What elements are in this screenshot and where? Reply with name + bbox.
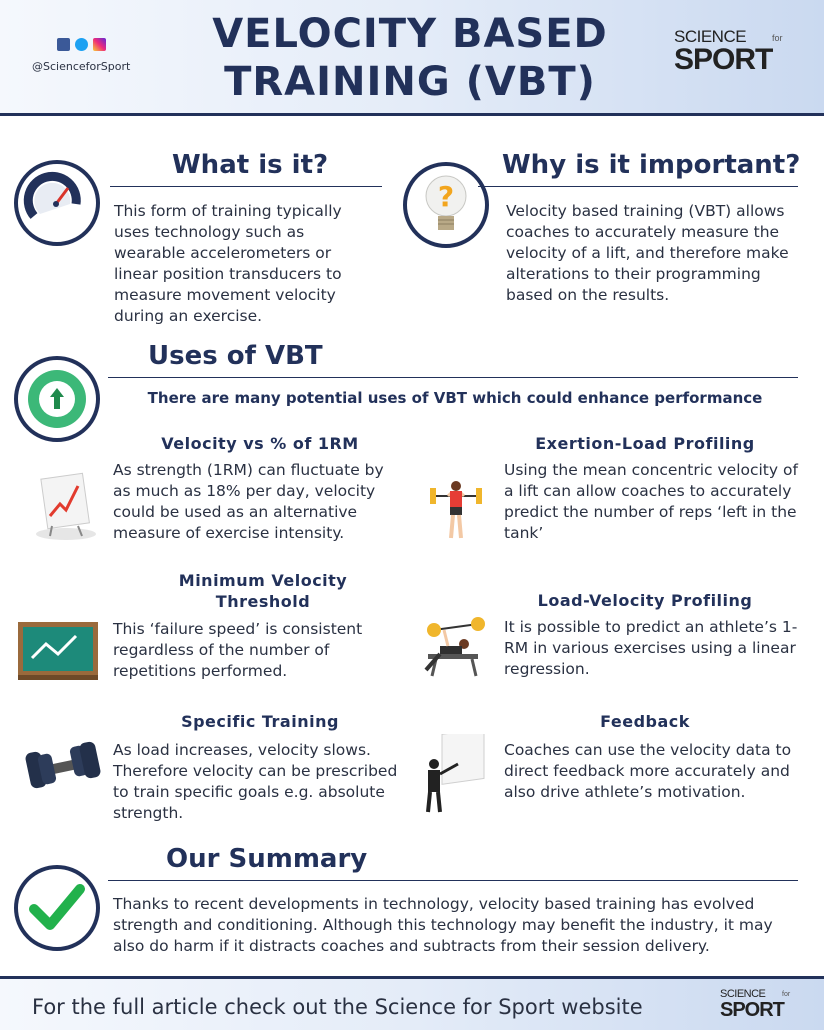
why-rule <box>478 186 798 187</box>
speedometer-circle <box>14 160 100 246</box>
bench-press-icon <box>414 614 494 684</box>
title-line-1: VELOCITY BASED <box>212 11 608 57</box>
page-footer <box>0 976 824 1030</box>
facebook-icon[interactable] <box>57 38 70 51</box>
use-title-feedback: Feedback <box>600 712 690 731</box>
footer-logo-for: for <box>782 991 791 998</box>
summary-rule <box>108 880 798 881</box>
chart-board-icon <box>30 470 100 542</box>
use-text-exertion-load: Using the mean concentric velocity of a lift can allow coaches to accurately predict the number of reps ‘left in the tank’ <box>504 461 798 542</box>
footer-logo-sport: SPORT <box>720 999 784 1021</box>
use-title-exertion-load: Exertion-Load Profiling <box>535 434 755 453</box>
use-title-specific-training: Specific Training <box>181 712 339 731</box>
footer-logo <box>720 988 791 1021</box>
footer-logo-science: SCIENCE <box>720 988 766 1000</box>
why-heading: Why is it important? <box>502 150 801 180</box>
presenter-icon <box>416 734 488 818</box>
use-text-load-velocity: It is possible to predict an athlete’s 1-RM in various exercises using a linear regression. <box>504 618 798 678</box>
checkmark-circle <box>14 865 100 951</box>
uses-intro: There are many potential uses of VBT which could enhance performance <box>147 389 763 407</box>
svg-text:?: ? <box>437 180 455 213</box>
logo-science: SCIENCE <box>674 27 747 46</box>
use-title-velocity-1rm: Velocity vs % of 1RM <box>161 434 359 453</box>
lightbulb-circle <box>403 162 489 248</box>
arrow-up-icon <box>18 360 96 438</box>
footer-link-text[interactable]: For the full article check out the Science for Sport website <box>32 995 643 1019</box>
logo-sport: SPORT <box>674 43 773 76</box>
use-text-feedback: Coaches can use the velocity data to direct feedback more accurately and also drive athlete’s motivation. <box>504 741 792 801</box>
logo-for: for <box>772 33 783 43</box>
uses-heading: Uses of VBT <box>148 341 323 371</box>
use-title-min-velocity: Minimum Velocity Threshold <box>178 571 348 611</box>
checkmark-icon <box>18 869 96 947</box>
twitter-icon[interactable] <box>75 38 88 51</box>
speedometer-icon <box>18 164 96 242</box>
page-title <box>190 10 630 106</box>
dumbbell-icon <box>22 738 104 798</box>
arrow-up-circle <box>14 356 100 442</box>
social-icons <box>57 38 106 51</box>
chalkboard-icon <box>16 620 100 682</box>
social-handle: @ScienceforSport <box>32 60 131 73</box>
page-header <box>0 0 824 116</box>
use-text-min-velocity: This ‘failure speed’ is consistent regardless of the number of repetitions performed. <box>113 620 363 680</box>
use-title-load-velocity: Load-Velocity Profiling <box>537 591 753 610</box>
use-text-velocity-1rm: As strength (1RM) can fluctuate by as much as 18% per day, velocity could be used as an alternative measure of exercise intensity. <box>113 461 384 542</box>
summary-heading: Our Summary <box>166 844 368 874</box>
weightlifter-icon <box>428 466 484 544</box>
what-heading: What is it? <box>172 150 329 180</box>
lightbulb-icon <box>407 166 485 244</box>
title-line-2: TRAINING (VBT) <box>224 59 596 105</box>
summary-text: Thanks to recent developments in technology, velocity based training has evolved strength and conditioning. Although this technology may benefit the industry, it may also do harm if it distracts coaches and subtracts from their session delivery. <box>113 895 773 955</box>
uses-rule <box>108 377 798 378</box>
what-rule <box>110 186 382 187</box>
logo <box>674 27 783 76</box>
why-text: Velocity based training (VBT) allows coaches to accurately measure the velocity of a lift, and therefore make alterations to their programming based on the results. <box>506 202 789 304</box>
use-text-specific-training: As load increases, velocity slows. Therefore velocity can be prescribed to train specific goals e.g. absolute strength. <box>113 741 398 822</box>
what-text: This form of training typically uses technology such as wearable accelerometers or linear position transducers to measure movement velocity during an exercise. <box>114 202 342 325</box>
instagram-icon[interactable] <box>93 38 106 51</box>
